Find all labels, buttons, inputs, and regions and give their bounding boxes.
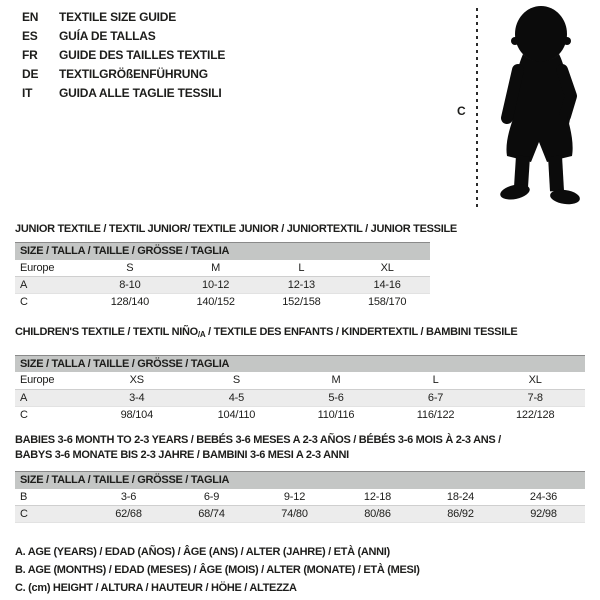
title-part: CHILDREN'S TEXTILE / TEXTIL NIÑO: [15, 325, 198, 338]
language-title: GUÍA DE TALLAS: [59, 29, 156, 43]
cell: 5-6: [328, 391, 344, 404]
row-label: A: [20, 391, 28, 404]
cell: 14-16: [373, 279, 401, 291]
row-label: A: [20, 279, 28, 291]
cell: M: [211, 261, 221, 274]
language-code: ES: [22, 29, 38, 43]
table-row-height: [15, 294, 430, 311]
cell: XL: [380, 261, 394, 274]
cell: 8-10: [119, 279, 141, 291]
cell: 98/104: [120, 408, 154, 421]
title-subscript: /A: [197, 329, 206, 339]
cell: 140/152: [196, 296, 235, 309]
cell: 116/122: [416, 408, 455, 421]
cell: 104/110: [217, 408, 256, 421]
toddler-silhouette-icon: [485, 4, 593, 209]
language-code: EN: [22, 10, 39, 24]
language-code: DE: [22, 67, 39, 81]
cell: L: [432, 374, 439, 387]
cell: 128/140: [110, 296, 150, 309]
footnote-c: C. (cm) HEIGHT / ALTURA / HAUTEUR / HÖHE / ALTEZZA: [15, 582, 297, 594]
title-line-1: BABIES 3-6 MONTH TO 2-3 YEARS / BEBÉS 3-6 MESES A 2-3 AÑOS / BÉBÉS 3-6 MOIS À 2-3 ANS /: [15, 434, 501, 446]
language-title: GUIDA ALLE TAGLIE TESSILI: [59, 86, 222, 100]
cell: M: [331, 374, 341, 387]
table-row-height: [15, 406, 585, 423]
cell: 158/170: [367, 296, 407, 309]
row-label: Europe: [20, 374, 55, 387]
table-row-age: [15, 389, 585, 406]
cell: 4-5: [228, 391, 245, 404]
height-dotted-line: [476, 8, 478, 210]
language-row-it: [22, 84, 225, 103]
cell: 122/128: [516, 408, 555, 421]
cell: 3-4: [129, 391, 145, 404]
title-part: / TEXTILE DES ENFANTS / KINDERTEXTIL / BAMBINI TESSILE: [205, 325, 518, 338]
footnote-a: A. AGE (YEARS) / EDAD (AÑOS) / ÂGE (ANS) / ALTER (JAHRE) / ETÀ (ANNI): [15, 546, 390, 558]
footnote-b: B. AGE (MONTHS) / EDAD (MESES) / ÂGE (MOIS) / ALTER (MONATE) / ETÀ (MESI): [15, 564, 420, 576]
cell: 6-9: [203, 490, 220, 503]
footnotes: [15, 543, 600, 597]
cell: 12-18: [363, 490, 392, 503]
size-header-bar: SIZE / TALLA / TAILLE / GRÖSSE / TAGLIA: [15, 472, 585, 489]
table-row-age-months: [15, 489, 585, 506]
cell: 10-12: [202, 279, 230, 291]
babies-size-table: [15, 471, 585, 523]
cell: 24-36: [529, 490, 558, 503]
cell: L: [298, 261, 305, 274]
cell: XL: [528, 374, 542, 387]
language-code: IT: [22, 86, 33, 100]
cell: 12-13: [287, 279, 315, 291]
height-measure-label-c: C: [457, 104, 466, 118]
size-header-bar: SIZE / TALLA / TAILLE / GRÖSSE / TAGLIA: [15, 355, 585, 372]
cell: 80/86: [364, 508, 391, 520]
size-tables-content: [15, 222, 585, 523]
language-title: TEXTILGRÖßENFÜHRUNG: [59, 67, 208, 81]
junior-size-table: [15, 242, 430, 311]
cell: S: [126, 261, 134, 274]
language-code: FR: [22, 48, 38, 62]
language-row-en: [22, 8, 225, 27]
section-title-junior: JUNIOR TEXTILE / TEXTIL JUNIOR/ TEXTILE JUNIOR / JUNIORTEXTIL / JUNIOR TESSILE: [15, 223, 457, 235]
language-title-list: [22, 8, 225, 103]
table-row-europe: [15, 260, 430, 277]
table-row-height: [15, 506, 585, 523]
cell: 74/80: [281, 508, 308, 520]
header: [0, 0, 600, 218]
language-title: GUIDE DES TAILLES TEXTILE: [59, 48, 226, 62]
language-title: TEXTILE SIZE GUIDE: [59, 10, 177, 24]
cell: 152/158: [282, 296, 321, 309]
cell: S: [232, 374, 240, 387]
cell: 62/68: [115, 508, 142, 520]
height-measure-figure: [443, 4, 595, 214]
row-label: C: [20, 408, 28, 421]
language-row-fr: [22, 46, 225, 65]
cell: 68/74: [198, 508, 225, 520]
cell: 3-6: [120, 490, 137, 503]
cell: 110/116: [317, 408, 355, 421]
cell: 18-24: [446, 490, 475, 503]
cell: XS: [129, 374, 144, 387]
children-size-table: [15, 355, 585, 424]
row-label: Europe: [20, 261, 55, 274]
cell: 6-7: [427, 391, 444, 404]
table-row-age: [15, 277, 430, 294]
cell: 92/98: [530, 508, 557, 520]
language-row-es: [22, 27, 225, 46]
section-title-babies: [15, 433, 585, 463]
cell: 86/92: [447, 508, 474, 520]
section-title-children: [15, 325, 585, 342]
size-header-bar: SIZE / TALLA / TAILLE / GRÖSSE / TAGLIA: [15, 243, 430, 260]
title-line-2: BABYS 3-6 MONATE BIS 2-3 JAHRE / BAMBINI 3-6 MESI A 2-3 ANNI: [15, 449, 349, 461]
cell: 9-12: [283, 490, 306, 503]
table-row-europe: [15, 372, 585, 389]
language-row-de: [22, 65, 225, 84]
cell: 7-8: [527, 391, 543, 404]
row-label: C: [20, 296, 28, 309]
row-label: B: [20, 490, 28, 503]
row-label: C: [20, 508, 28, 520]
